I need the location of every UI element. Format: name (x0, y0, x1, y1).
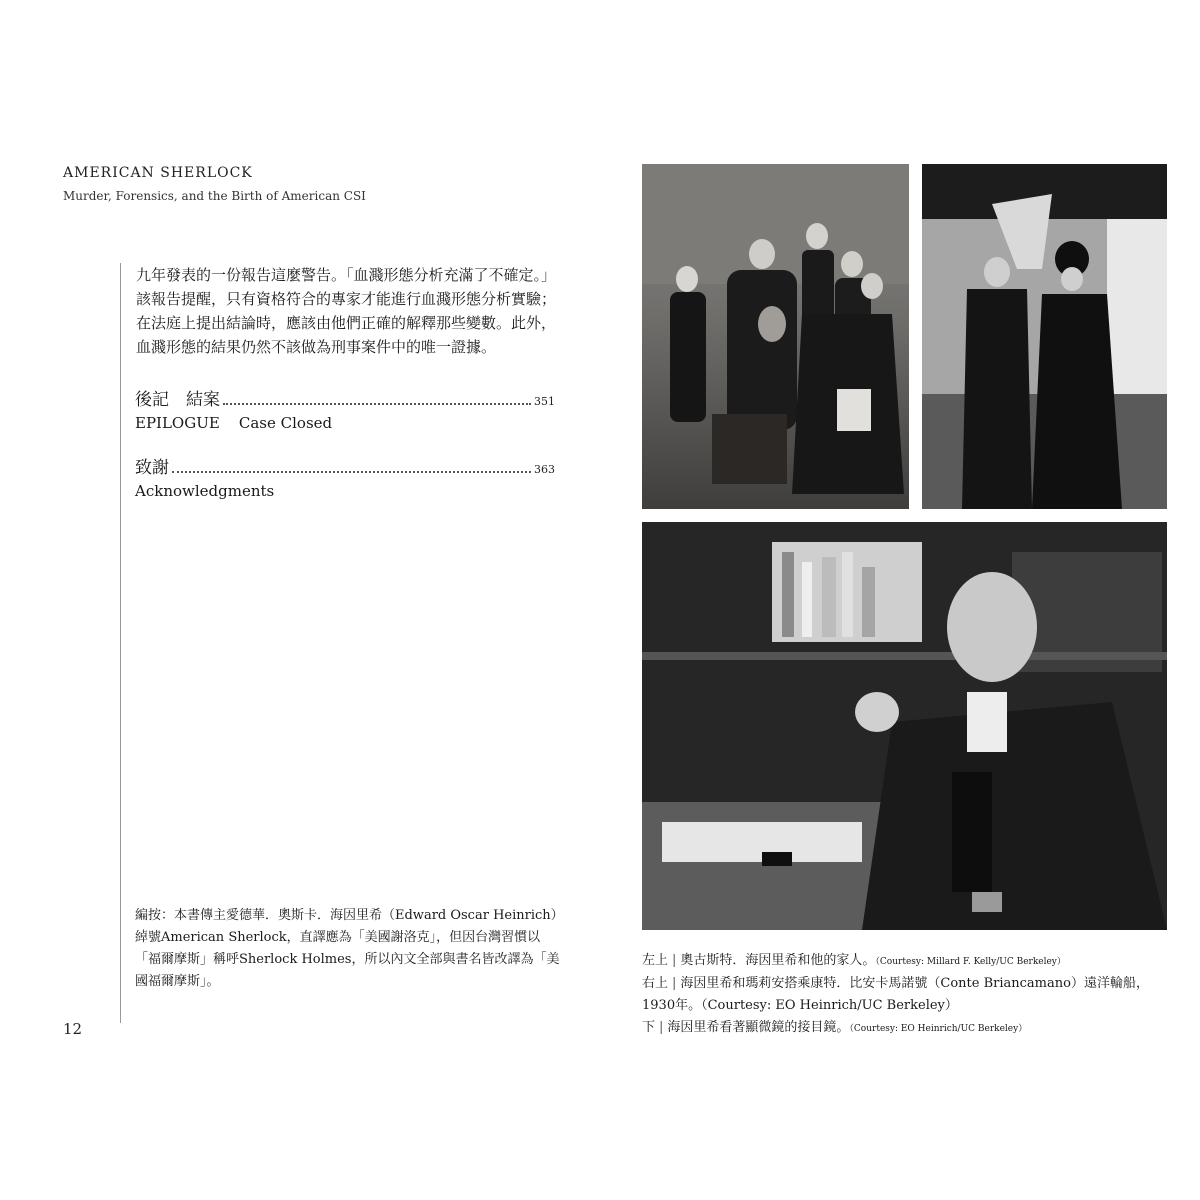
running-head (63, 163, 366, 205)
ship-deck-photo (922, 164, 1167, 509)
family-portrait-photo (642, 164, 909, 509)
book-subtitle: Murder, Forensics, and the Birth of American CSI (63, 189, 366, 203)
toc-leader-dots (223, 402, 531, 405)
toc-line (135, 453, 555, 478)
ship-deck-silhouettes (922, 164, 1167, 509)
toc-entry-acknowledgments (135, 453, 555, 500)
toc-entry-epilogue (135, 385, 555, 432)
book-title: AMERICAN SHERLOCK (63, 165, 253, 181)
caption-separator: | (659, 1020, 664, 1035)
caption-text: 海因里希看著顯微鏡的接目鏡。 (667, 1020, 850, 1035)
toc-chinese-title: 後記 結案 (135, 390, 220, 410)
caption-label: 左上 (642, 953, 669, 968)
caption-credit: （Courtesy: Millard F. Kelly/UC Berkeley） (875, 957, 1066, 967)
caption-separator: | (672, 976, 677, 991)
photo-captions (642, 950, 1172, 1040)
caption-label: 右上 (642, 976, 669, 991)
body-paragraph: 九年發表的一份報告這麼警告。「血濺形態分析充滿了不確定。」該報告提醒，只有資格符合的專家才能進行血濺形態分析實驗；在法庭上提出結論時，應該由他們正確的解釋那些變數。此外，血濺形態的結果仍然不該做為刑事案件中的唯一證據。 (136, 266, 557, 356)
toc-page-number: 363 (534, 463, 555, 476)
caption-text: 海因里希和瑪莉安搭乘康特．比安卡馬諾號（Conte Briancamano）遠洋輪船，1930年。（Courtesy: EO Heinrich/UC Berkeley） (642, 976, 1149, 1013)
editor-footnote: 編按：本書傳主愛德華．奧斯卡．海因里希（Edward Oscar Heinrich）綽號American Sherlock，直譯應為「美國謝洛克」，但因台灣習慣以「福爾摩斯」稱呼Sherlock Holmes，所以內文全部與書名皆改譯為「美國福爾摩斯」。 (135, 908, 560, 989)
family-portrait-silhouettes (642, 164, 909, 509)
caption-separator: | (672, 953, 677, 968)
toc-chinese-title: 致謝 (135, 458, 169, 478)
laboratory-silhouettes (642, 522, 1167, 930)
caption-top-right (642, 973, 1172, 1017)
caption-top-left (642, 950, 1172, 973)
caption-text: 奧古斯特．海因里希和他的家人。 (680, 953, 876, 968)
toc-leader-dots (172, 470, 531, 473)
toc-line (135, 385, 555, 410)
toc-english-title: Acknowledgments (135, 482, 275, 500)
caption-credit: （Courtesy: EO Heinrich/UC Berkeley） (849, 1024, 1028, 1034)
caption-bottom (642, 1017, 1172, 1040)
toc-page-number: 351 (534, 395, 555, 408)
caption-label: 下 (642, 1020, 656, 1035)
laboratory-photo (642, 522, 1167, 930)
toc-english-title: EPILOGUE Case Closed (135, 414, 333, 432)
page-number: 12 (63, 1020, 83, 1038)
